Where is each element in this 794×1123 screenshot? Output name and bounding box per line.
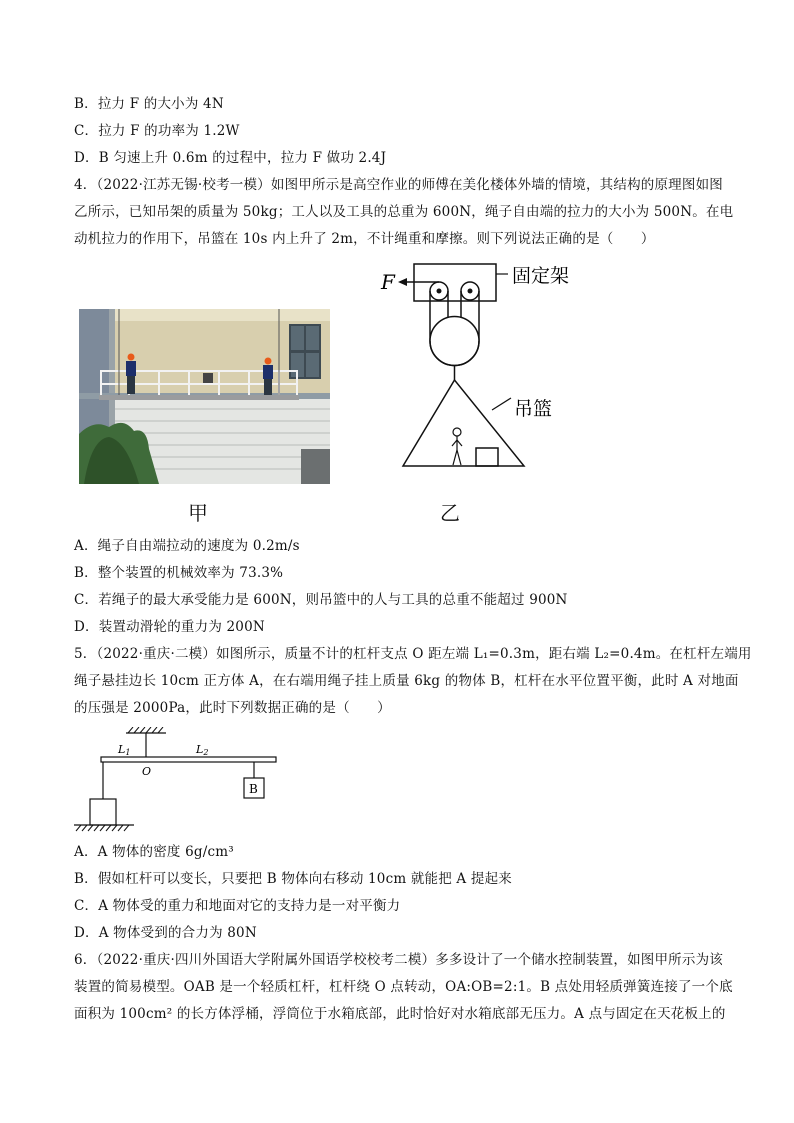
q4-option-a: A．绳子自由端拉动的速度为 0.2m/s bbox=[74, 538, 300, 554]
pivot-o-label: O bbox=[142, 765, 152, 778]
q6-stem-line-3: 面积为 100cm² 的长方体浮桶，浮筒位于水箱底部，此时恰好对水箱底部无压力。A 点与固定在天花板上的 bbox=[74, 1006, 726, 1022]
q3-option-c: C．拉力 F 的功率为 1.2W bbox=[74, 123, 240, 139]
q5-option-a: A．A 物体的密度 6g/cm³ bbox=[74, 844, 234, 860]
pulley-diagram bbox=[376, 258, 596, 528]
l1-label: L1 bbox=[118, 743, 131, 757]
figure-yi-caption: 乙 bbox=[440, 501, 460, 525]
lever-bar bbox=[101, 757, 276, 762]
basket-triangle bbox=[403, 380, 524, 466]
q6-stem-line-2: 装置的简易模型。OAB 是一个轻质杠杆，杠杆绕 O 点转动，OA:OB=2:1。B 点处用轻质弹簧连接了一个底 bbox=[74, 979, 733, 995]
q5-stem-line-2: 绳子悬挂边长 10cm 正方体 A，在右端用绳子挂上质量 6kg 的物体 B，杠杆在水平位置平衡，此时 A 对地面 bbox=[74, 673, 739, 689]
q5-option-c: C．A 物体受的重力和地面对它的支持力是一对平衡力 bbox=[74, 898, 401, 914]
fixed-frame-label: 固定架 bbox=[512, 265, 570, 287]
figure-jia-caption: 甲 bbox=[188, 501, 208, 525]
q5-stem-line-1: 5．（2022·重庆·二模）如图所示，质量不计的杠杆支点 O 距左端 L₁=0.3m，距右端 L₂=0.4m。在杠杆左端用 bbox=[74, 646, 752, 662]
q4-stem-line-3: 动机拉力的作用下，吊篮在 10s 内上升了 2m，不计绳重和摩擦。则下列说法正确的是（ ） bbox=[74, 231, 655, 247]
force-label-f: F bbox=[381, 270, 395, 294]
l2-label: L2 bbox=[196, 743, 209, 757]
block-b-label: B bbox=[249, 782, 258, 796]
q3-option-d: D．B 匀速上升 0.6m 的过程中，拉力 F 做功 2.4J bbox=[74, 150, 387, 166]
lever-diagram bbox=[70, 727, 280, 835]
q6-stem-line-1: 6．（2022·重庆·四川外国语大学附属外国语学校校考二模）多多设计了一个储水控制装置，如图甲所示为该 bbox=[74, 952, 723, 968]
q4-option-d: D．装置动滑轮的重力为 200N bbox=[74, 619, 265, 635]
q4-option-b: B．整个装置的机械效率为 73.3% bbox=[74, 565, 284, 581]
q5-option-b: B．假如杠杆可以变长，只要把 B 物体向右移动 10cm 就能把 A 提起来 bbox=[74, 871, 512, 887]
q3-option-b: B．拉力 F 的大小为 4N bbox=[74, 96, 224, 112]
q4-option-c: C．若绳子的最大承受能力是 600N，则吊篮中的人与工具的总重不能超过 900N bbox=[74, 592, 568, 608]
q4-stem-line-2: 乙所示，已知吊架的质量为 50kg；工人以及工具的总重为 600N，绳子自由端的拉力的大小为 500N。在电 bbox=[74, 204, 734, 220]
block-a bbox=[90, 799, 116, 825]
tool-box bbox=[476, 448, 498, 466]
q5-option-d: D．A 物体受到的合力为 80N bbox=[74, 925, 257, 941]
person-figure bbox=[452, 428, 462, 465]
q5-stem-line-3: 的压强是 2000Pa，此时下列数据正确的是（ ） bbox=[74, 700, 391, 716]
q4-stem-line-1: 4．（2022·江苏无锡·校考一模）如图甲所示是高空作业的师傅在美化楼体外墙的情境，其结构的原理图如图 bbox=[74, 177, 723, 193]
worker-gondola-photo bbox=[79, 309, 330, 484]
basket-label: 吊篮 bbox=[514, 398, 553, 420]
